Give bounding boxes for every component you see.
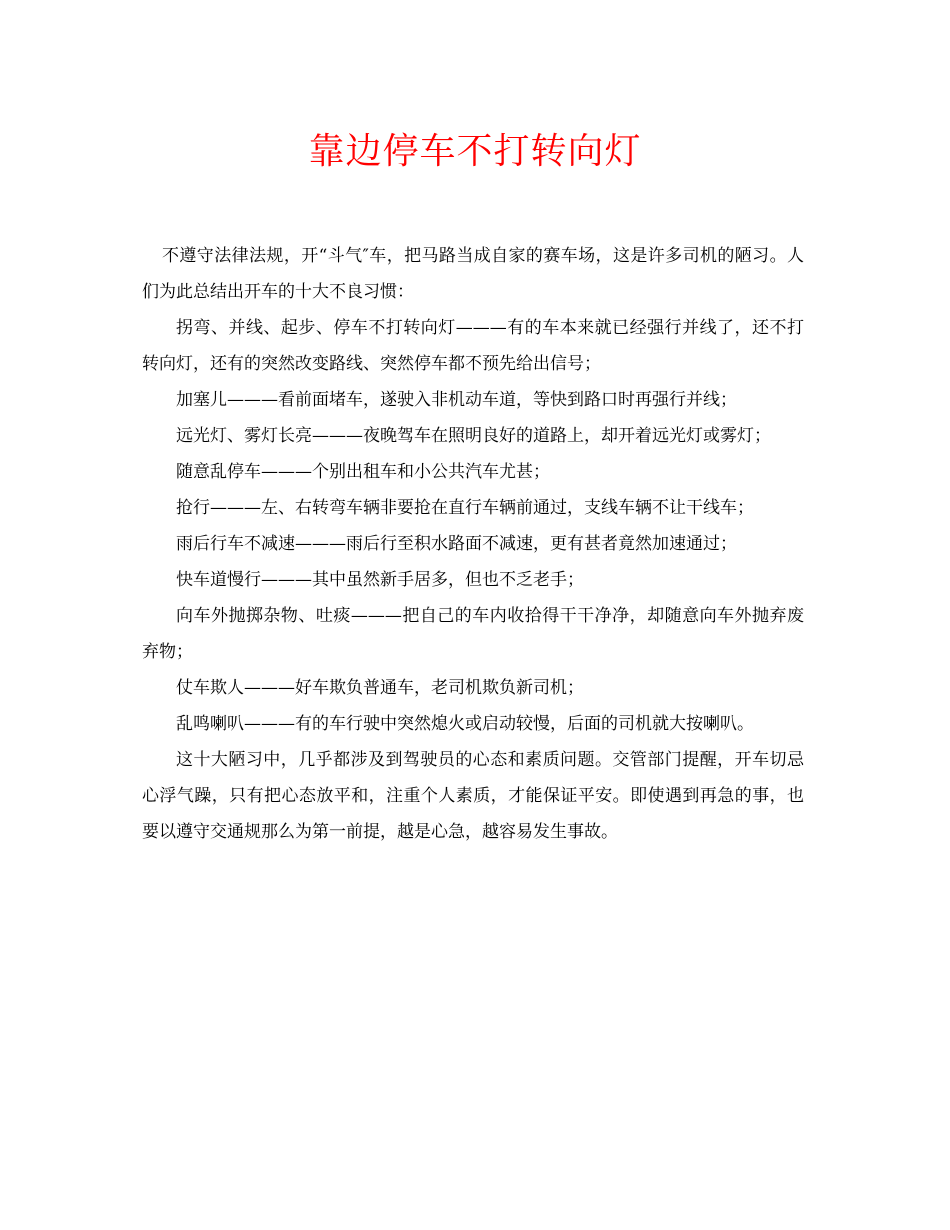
- page-title: 靠边停车不打转向灯: [308, 131, 642, 172]
- paragraph: 快车道慢行———其中虽然新手居多，但也不乏老手；: [176, 570, 584, 590]
- paragraph: 向车外抛掷杂物、吐痰———把自己的车内收拾得干干净净，却随意向车外抛弃废弃物；: [142, 606, 804, 662]
- paragraph: 这十大陋习中，几乎都涉及到驾驶员的心态和素质问题。交管部门提醒，开车切忌心浮气躁，只有把心态放平和，注重个人素质，才能保证平安。即使遇到再急的事，也要以遵守交通规那么为第一前提，越是心急，越容易发生事故。: [142, 750, 804, 842]
- paragraph: 仗车欺人———好车欺负普通车，老司机欺负新司机；: [176, 678, 584, 698]
- paragraph: 随意乱停车———个别出租车和小公共汽车尤甚；: [176, 462, 550, 482]
- paragraph: 抢行———左、右转弯车辆非要抢在直行车辆前通过，支线车辆不让干线车；: [176, 498, 754, 518]
- paragraph: 加塞儿———看前面堵车，遂驶入非机动车道，等快到路口时再强行并线；: [176, 390, 737, 410]
- paragraph: 拐弯、并线、起步、停车不打转向灯———有的车本来就已经强行并线了，还不打转向灯，还有的突然改变路线、突然停车都不预先给出信号；: [142, 318, 804, 374]
- paragraph: 乱鸣喇叭———有的车行驶中突然熄火或启动较慢，后面的司机就大按喇叭。: [176, 714, 754, 734]
- article-body: [142, 238, 804, 850]
- paragraph: 雨后行车不减速———雨后行至积水路面不减速，更有甚者竟然加速通过；: [176, 534, 737, 554]
- paragraph: 远光灯、雾灯长亮———夜晚驾车在照明良好的道路上，却开着远光灯或雾灯；: [176, 426, 771, 446]
- paragraph: 不遵守法律法规，开“斗气″车，把马路当成自家的赛车场，这是许多司机的陋习。人们为此总结出开车的十大不良习惯：: [142, 246, 804, 302]
